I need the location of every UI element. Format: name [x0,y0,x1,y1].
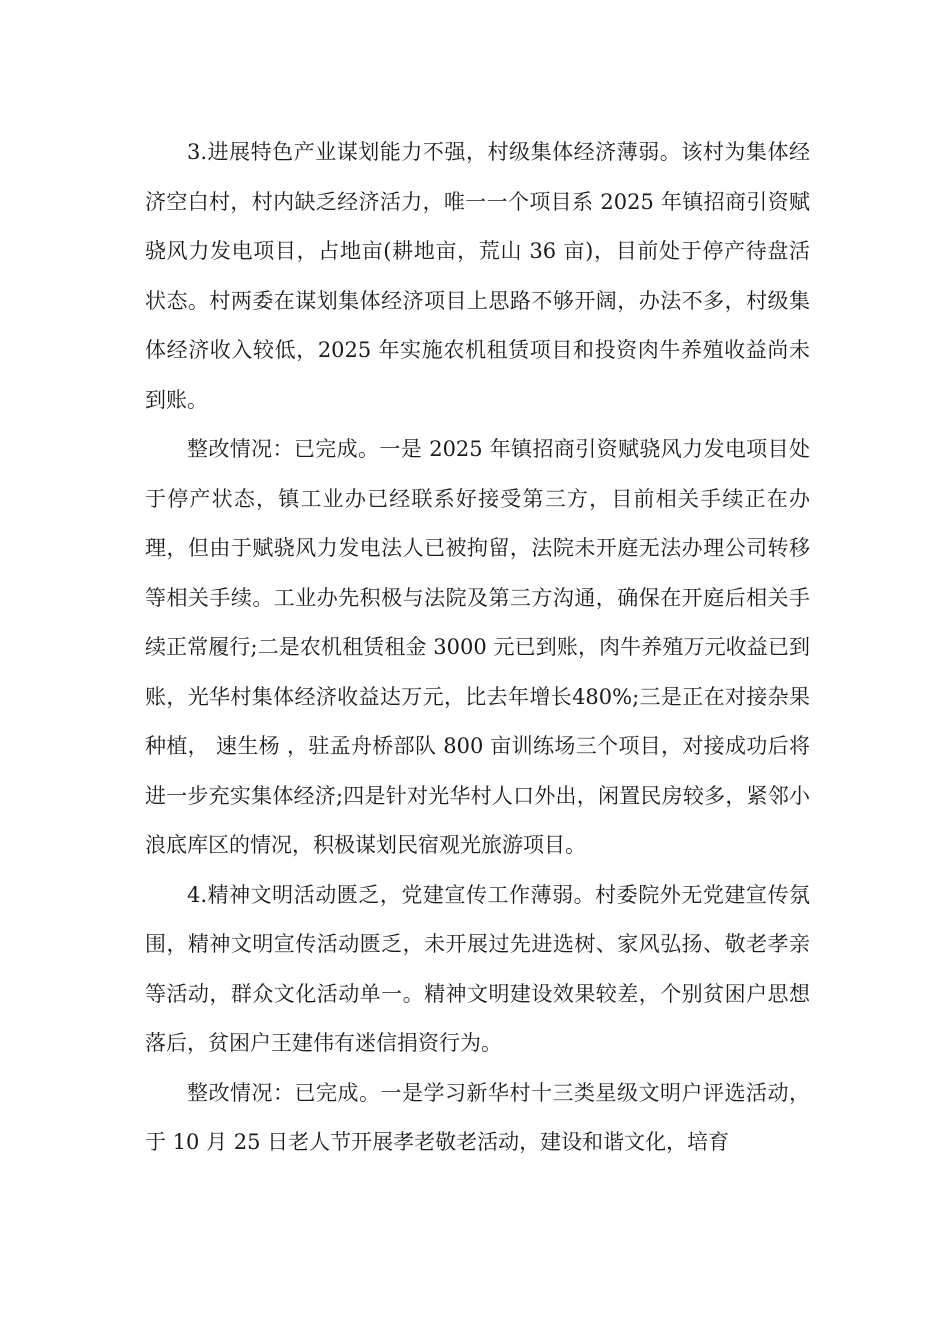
paragraph-issue-3: 3.进展特色产业谋划能力不强，村级集体经济薄弱。该村为集体经济空白村，村内缺乏经济活力，唯一一个项目系 2025 年镇招商引资赋骁风力发电项目，占地亩(耕地亩，荒山 36 亩)，目前处于停产待盘活状态。村两委在谋划集体经济项目上思路不够开阔，办法不多，村级集体经济收入较低，2025 年实施农机租赁项目和投资肉牛养殖收益尚未到账。 [145,140,810,412]
paragraph-rectification-3: 整改情况：已完成。一是 2025 年镇招商引资赋骁风力发电项目处于停产状态，镇工业办已经联系好接受第三方，目前相关手续正在办理，但由于赋骁风力发电法人已被拘留，法院未开庭无法办理公司转移等相关手续。工业办先积极与法院及第三方沟通，确保在开庭后相关手续正常履行;二是农机租赁租金 3000 元已到账，肉牛养殖万元收益已到账，光华村集体经济收益达万元，比去年增长480%;三是正在对接杂果种植， 速生杨 ，驻孟舟桥部队 800 亩训练场三个项目，对接成功后将进一步充实集体经济;四是针对光华村人口外出，闲置民房较多，紧邻小浪底库区的情况，积极谋划民宿观光旅游项目。 [145,437,810,857]
document-body [145,128,810,1168]
paragraph-issue-4: 4.精神文明活动匮乏，党建宣传工作薄弱。村委院外无党建宣传氛围，精神文明宣传活动匮乏，未开展过先进选树、家风弘扬、敬老孝亲等活动，群众文化活动单一。精神文明建设效果较差，个别贫困户思想落后，贫困户王建伟有迷信捐资行为。 [145,882,810,1055]
paragraph-rectification-4: 整改情况：已完成。一是学习新华村十三类星级文明户评选活动，于 10 月 25 日老人节开展孝老敬老活动，建设和谐文化，培育 [145,1080,810,1154]
